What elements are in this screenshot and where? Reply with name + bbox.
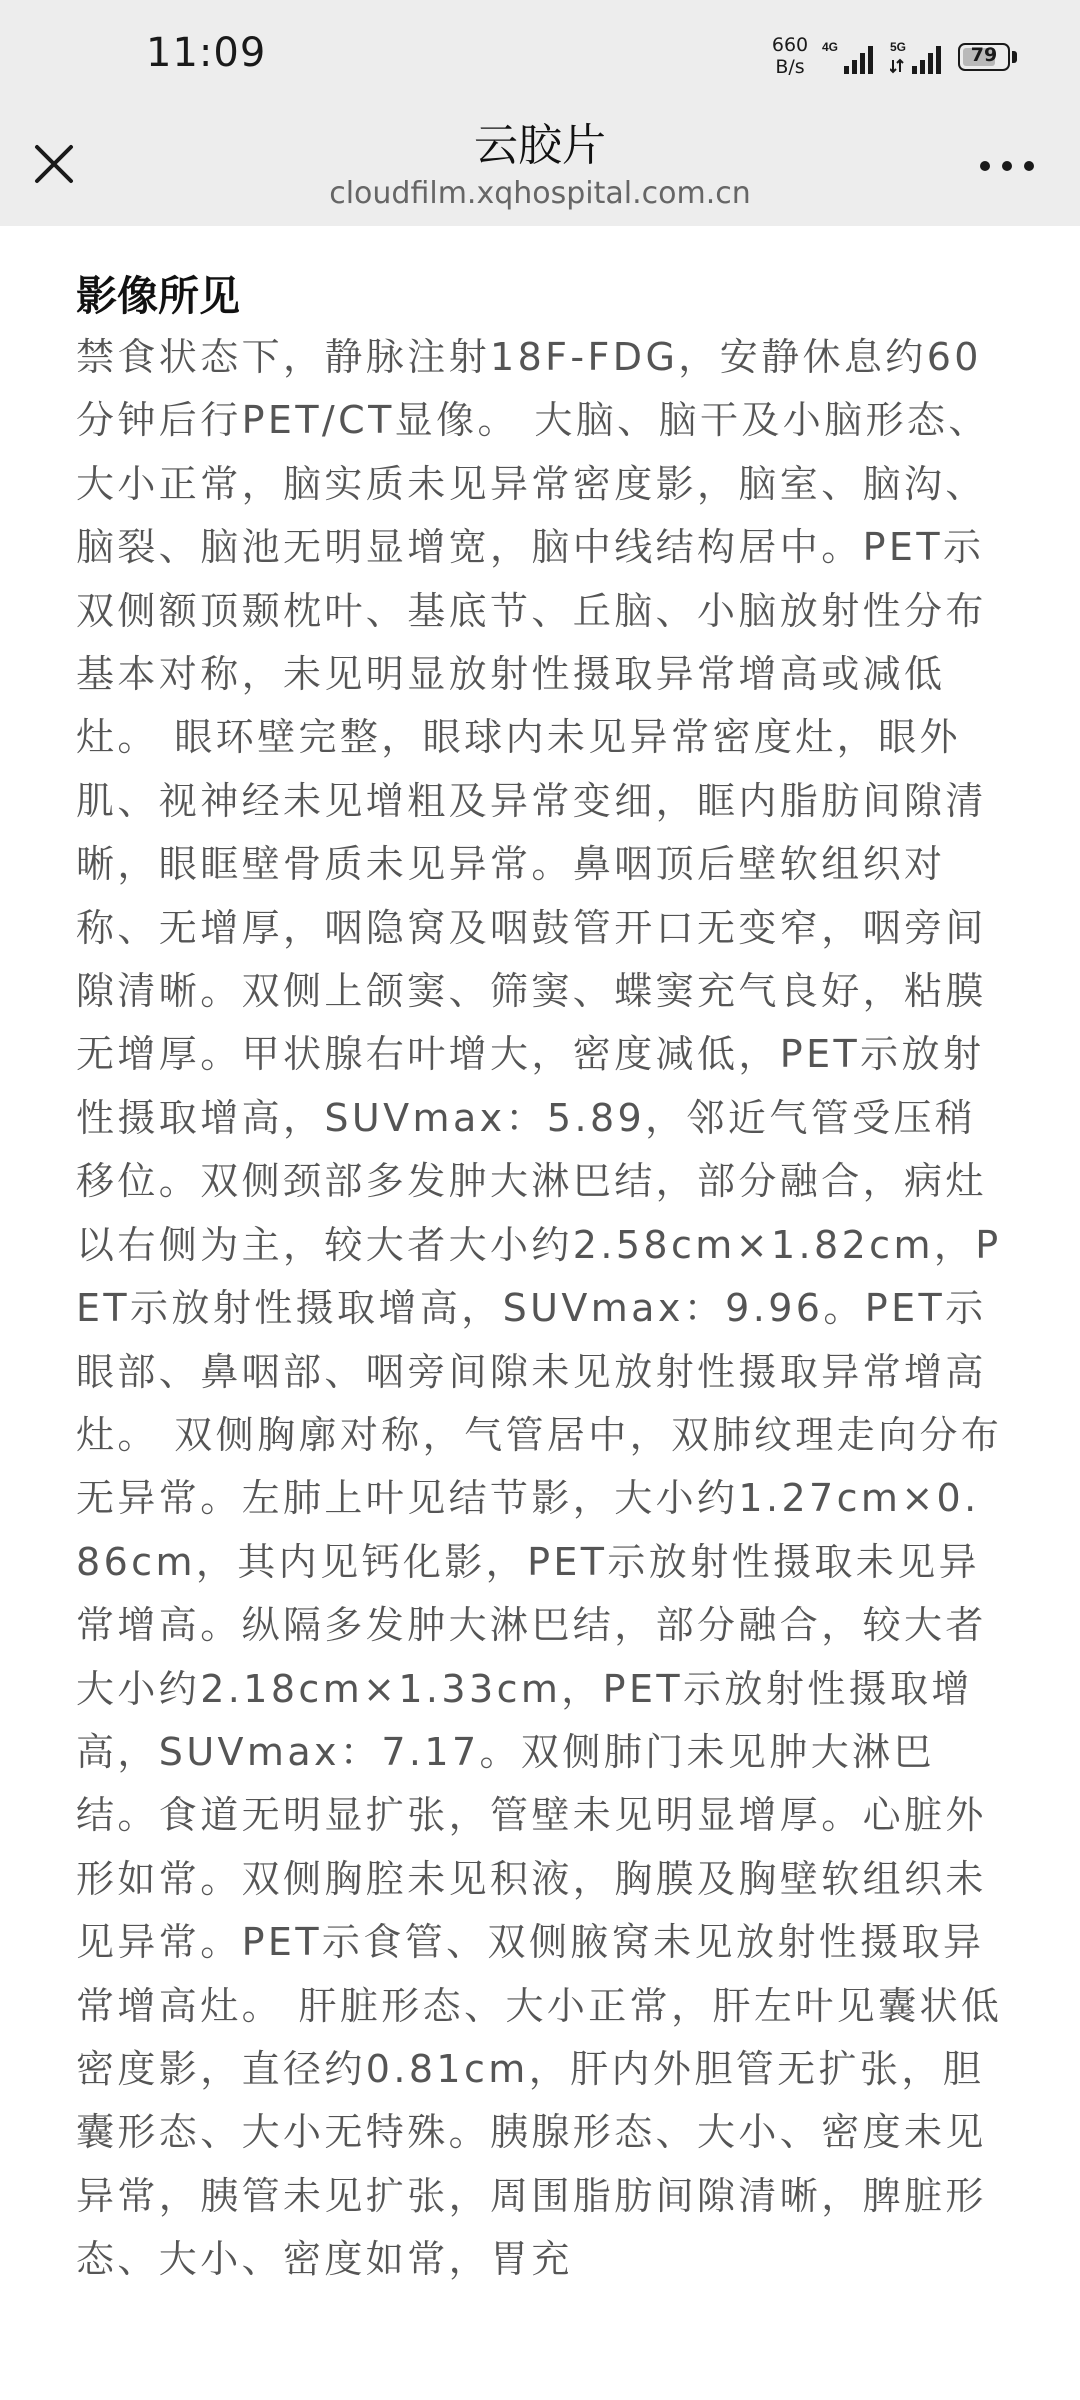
report-content	[76, 226, 1006, 2292]
status-bar	[0, 0, 1080, 118]
signal-4g-icon	[822, 38, 884, 78]
battery-tip	[1012, 51, 1017, 63]
signal-5g-icon	[890, 38, 952, 78]
findings-text: 禁食状态下，静脉注射18F-FDG，安静休息约60分钟后行PET/CT显像。 大脑、脑干及小脑形态、大小正常，脑实质未见异常密度影，脑室、脑沟、脑裂、脑池无明显增宽，脑中线结构居中。PET示双侧额顶颞枕叶、基底节、丘脑、小脑放射性分布基本对称，未见明显放射性摄取异常增高或减低灶。 眼环壁完整，眼球内未见异常密度灶，眼外肌、视神经未见增粗及异常变细，眶内脂肪间隙清晰，眼眶壁骨质未见异常。鼻咽顶后壁软组织对称、无增厚，咽隐窝及咽鼓管开口无变窄，咽旁间隙清晰。双侧上颌窦、筛窦、蝶窦充气良好，粘膜无增厚。甲状腺右叶增大，密度减低，PET示放射性摄取增高，SUVmax：5.89，邻近气管受压稍移位。双侧颈部多发肿大淋巴结，部分融合，病灶以右侧为主，较大者大小约2.58cm×1.82cm，PET示放射性摄取增高，SUVmax：9.96。PET示眼部、鼻咽部、咽旁间隙未见放射性摄取异常增高灶。 双侧胸廓对称，气管居中，双肺纹理走向分布无异常。左肺上叶见结节影，大小约1.27cm×0.86cm，其内见钙化影，PET示放射性摄取未见异常增高。纵隔多发肿大淋巴结，部分融合，较大者大小约2.18cm×1.33cm，PET示放射性摄取增高，SUVmax：7.17。双侧肺门未见肿大淋巴结。食道无明显扩张，管壁未见明显增厚。心脏外形如常。双侧胸腔未见积液，胸膜及胸壁软组织未见异常。PET示食管、双侧腋窝未见放射性摄取异常增高灶。 肝脏形态、大小正常，肝左叶见囊状低密度影，直径约0.81cm，肝内外胆管无扩张，胆囊形态、大小无特殊。胰腺形态、大小、密度未见异常，胰管未见扩张，周围脂肪间隙清晰，脾脏形态、大小、密度如常，胃充	[76, 335, 1003, 2282]
browser-nav-bar	[0, 118, 1080, 226]
battery-percentage: 79	[970, 44, 998, 66]
page-title: 云胶片	[474, 120, 606, 171]
network-speed-value: 660	[771, 34, 809, 56]
signal-4g-label: 4G	[822, 40, 839, 54]
section-heading: 影像所见	[76, 272, 240, 320]
network-speed	[766, 34, 814, 78]
battery-icon	[958, 43, 1010, 71]
signal-5g-label: 5G	[890, 40, 907, 54]
clock: 11:09	[146, 30, 267, 76]
page-url: cloudfilm.xqhospital.com.cn	[329, 176, 751, 211]
more-icon	[972, 146, 1042, 186]
network-speed-unit: B/s	[775, 56, 805, 78]
more-options-button[interactable]	[972, 146, 1042, 186]
